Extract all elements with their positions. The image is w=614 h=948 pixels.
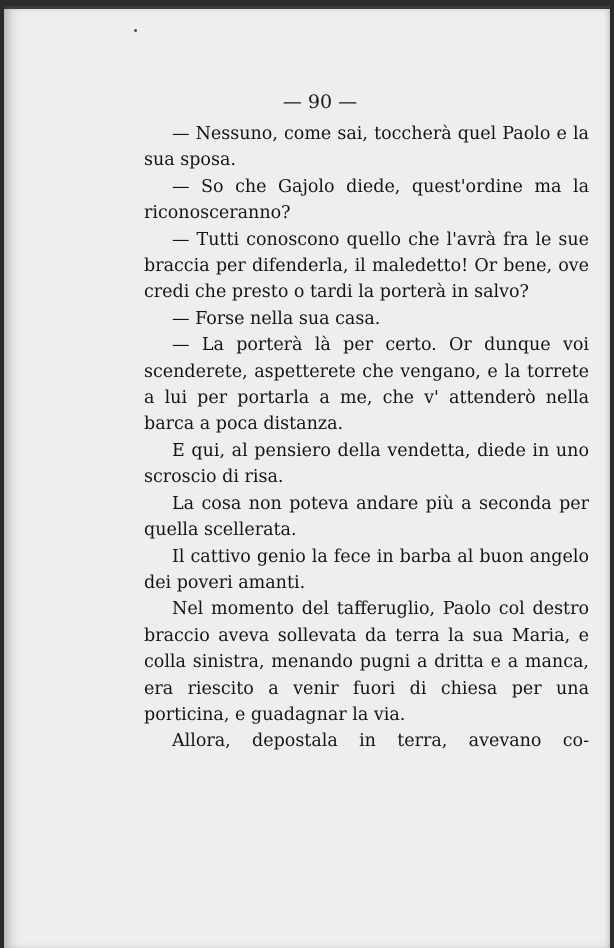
- body-text: [144, 121, 589, 755]
- paragraph-6: E qui, al pensiero della vendetta, diede in uno scroscio di risa.: [144, 440, 589, 488]
- paragraph-2: — So che Gajolo diede, quest'ordine ma la riconosceranno?: [144, 176, 589, 224]
- paragraph-4: — Forse nella sua casa.: [172, 308, 381, 329]
- ink-speck: [134, 29, 137, 32]
- book-page: [4, 6, 610, 948]
- paragraph-3: — Tutti conoscono quello che l'avrà fra le sue braccia per difenderla, il maledetto! Or bene, ove credi che presto o tardi la porterà in salvo?: [144, 229, 589, 303]
- paragraph-1: — Nessuno, come sai, toccherà quel Paolo e la sua sposa.: [144, 124, 589, 171]
- paragraph-5: — La porterà là per certo. Or dunque voi scenderete, aspetterete che vengano, e la torrete a lui per portarla a me, che v' attenderò nella barca a poca distanza.: [144, 335, 589, 435]
- paragraph-10: Allora, depostala in terra, avevano co-: [172, 731, 589, 752]
- paragraph-8: Il cattivo genio la fece in barba al buon angelo dei poveri amanti.: [144, 546, 589, 593]
- page-number: — 90 —: [282, 91, 358, 113]
- paragraph-7: La cosa non poteva andare più a seconda per quella scellerata.: [144, 493, 589, 541]
- paragraph-9: Nel momento del tafferuglio, Paolo col destro braccio aveva sollevata da terra la sua Maria, e colla sinistra, menando pugni a dritta e a manca, era riescito a venir fuori di chiesa per una porticina, e guadagnar la via.: [144, 599, 589, 725]
